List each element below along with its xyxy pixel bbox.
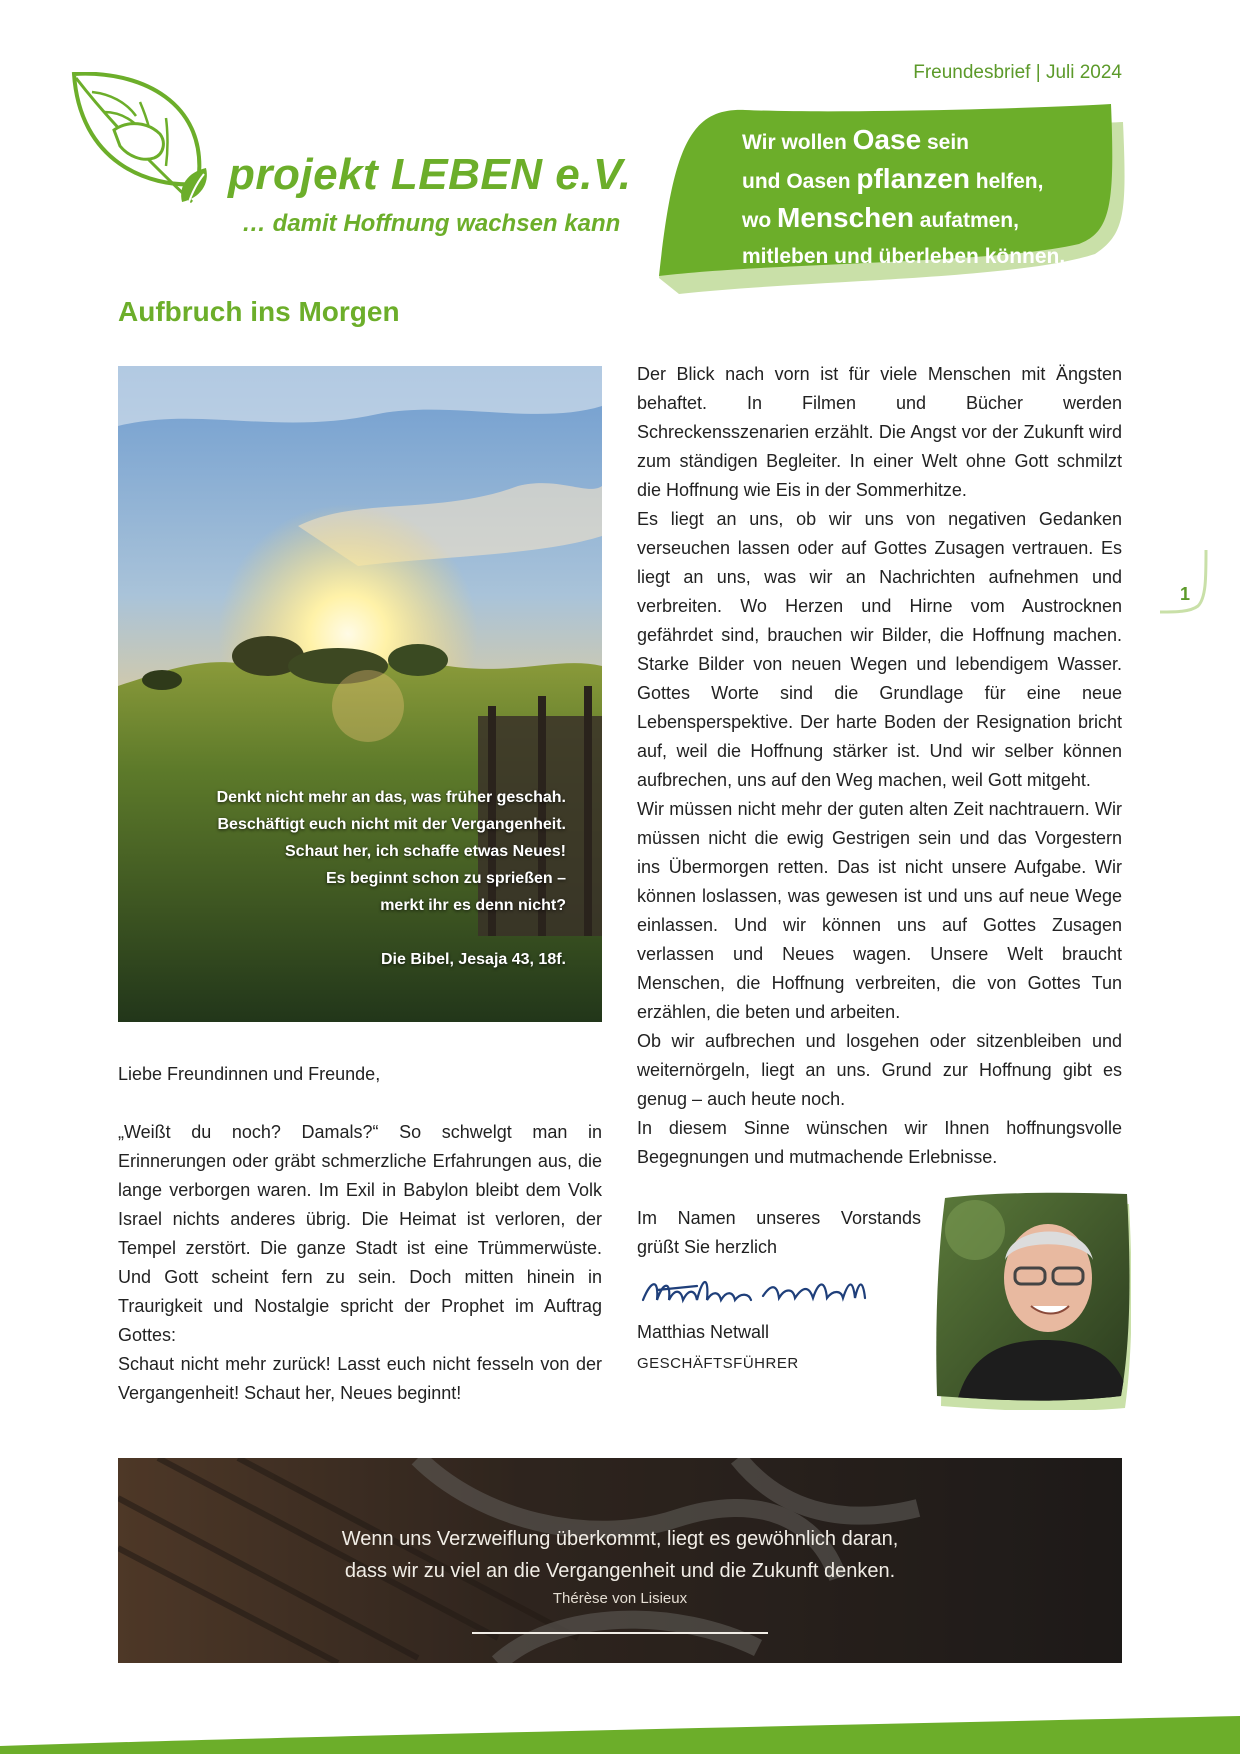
verse-line: Es beginnt schon zu sprießen – xyxy=(325,870,566,887)
motto-line-1: Wir wollen Oase sein xyxy=(742,124,970,155)
verse-line: Schaut her, ich schaffe etwas Neues! xyxy=(285,843,566,860)
right-paragraph: Ob wir aufbrechen und losgehen oder sitzenbleiben und weiternörgeln, liegt an uns. Grund zur Hoffnung gibt es genug – auch heute noch. xyxy=(637,1031,1122,1109)
motto-line-2: und Oasen pflanzen helfen, xyxy=(742,163,1044,194)
leaf-logo-icon xyxy=(70,72,230,222)
right-paragraph: Wir müssen nicht mehr der guten alten Zeit nachtrauern. Wir müssen nicht die ewig Gestrigen sein und das Vorgestern ins Übermorgen retten. Das ist nicht unsere Aufgabe. Wir können loslassen, was gewesen ist und uns auf neue Wege einlassen. Und wir können uns auf Gottes Zusagen verlassen und Neues wagen. Unsere Welt braucht Menschen, die Hoffnung verbreiten, die von Gottes Tun erzählen, die beten und arbeiten. xyxy=(637,799,1122,1022)
signer-role: GESCHÄFTSFÜHRER xyxy=(637,1355,799,1372)
quote-line: dass wir zu viel an die Vergangenheit und die Zukunft denken. xyxy=(344,1560,896,1582)
right-column xyxy=(637,360,1122,1172)
closing-greeting: Im Namen unseres Vorstands grüßt Sie herzlich xyxy=(637,1208,921,1257)
verse-line: Beschäftigt euch nicht mit der Vergangenheit. xyxy=(217,816,566,833)
right-paragraph: Der Blick nach vorn ist für viele Menschen mit Ängsten behaftet. In Filmen und Bücher werden Schreckensszenarien erzählt. Die Angst vor der Zukunft wird zum ständigen Begleiter. In einer Welt ohne Gott schmilzt die Hoffnung wie Eis in der Sommerhitze. xyxy=(637,364,1122,500)
motto-line-3: wo Menschen aufatmen, xyxy=(742,202,1019,233)
left-column xyxy=(118,1060,602,1408)
right-paragraph: Es liegt an uns, ob wir uns von negativen Gedanken verseuchen lassen oder auf Gottes Zusagen vertrauen. Es liegt an uns, was wir an Nachrichten aufnehmen und verbreiten. Wo Herzen und Hirne vom Austrocknen gefährdet sind, brauchen wir Bilder, die Hoffnung machen. Starke Bilder von neuen Wegen und lebendigem Wasser. Gottes Worte sind die Grundlage für eine neue Lebensperspektive. Der harte Boden der Resignation bricht auf, weil die Hoffnung stärker ist. Und wir selber können aufbrechen, uns auf den Weg machen, weil Gott mitgeht. xyxy=(637,509,1122,790)
verse-line: Denkt nicht mehr an das, was früher geschah. xyxy=(216,789,566,806)
verse-source: Die Bibel, Jesaja 43, 18f. xyxy=(381,951,566,968)
quote-divider xyxy=(472,1632,768,1634)
quote-author: Thérèse von Lisieux xyxy=(552,1590,688,1607)
quote-text xyxy=(118,1523,1122,1587)
org-name: projekt LEBEN e.V. xyxy=(228,150,632,199)
motto-line-4: mitleben und überleben können. xyxy=(742,245,1066,268)
page-number: 1 xyxy=(1180,584,1191,604)
footer-stripe xyxy=(0,1716,1240,1754)
signature-graphic xyxy=(637,1270,907,1310)
quote-line: Wenn uns Verzweiflung überkommt, liegt es gewöhnlich daran, xyxy=(341,1528,899,1550)
page-tab-shape xyxy=(1158,548,1208,618)
issue-line: Freundesbrief | Juli 2024 xyxy=(913,62,1122,83)
org-tagline: … damit Hoffnung wachsen kann xyxy=(242,210,621,237)
left-closing: Schaut nicht mehr zurück! Lasst euch nicht fesseln von der Vergangenheit! Schaut her, Neues beginnt! xyxy=(118,1354,602,1403)
right-paragraph: In diesem Sinne wünschen wir Ihnen hoffnungsvolle Begegnungen und mutmachende Erlebnisse. xyxy=(637,1118,1122,1167)
sunrise-photo xyxy=(118,366,602,1022)
verse-line: merkt ihr es denn nicht? xyxy=(380,897,566,914)
signer-name: Matthias Netwall xyxy=(637,1322,770,1342)
motto-text xyxy=(742,122,1065,275)
quote-banner xyxy=(118,1458,1122,1663)
article-headline: Aufbruch ins Morgen xyxy=(118,296,400,327)
portrait-photo xyxy=(935,1190,1131,1410)
salutation: Liebe Freundinnen und Freunde, xyxy=(118,1064,381,1084)
left-paragraph: „Weißt du noch? Damals?“ So schwelgt man in Erinnerungen oder gräbt schmerzliche Erfahrungen aus, die lange verborgen waren. Im Exil in Babylon bleibt dem Volk Israel nichts anderes übrig. Die Heimat ist verloren, der Tempel zerstört. Die ganze Stadt ist eine Trümmerwüste. Und Gott scheint fern zu sein. Doch mitten hinein in Traurigkeit und Nostalgie spricht der Prophet im Auftrag Gottes: xyxy=(118,1122,602,1345)
bible-verse xyxy=(217,784,566,973)
